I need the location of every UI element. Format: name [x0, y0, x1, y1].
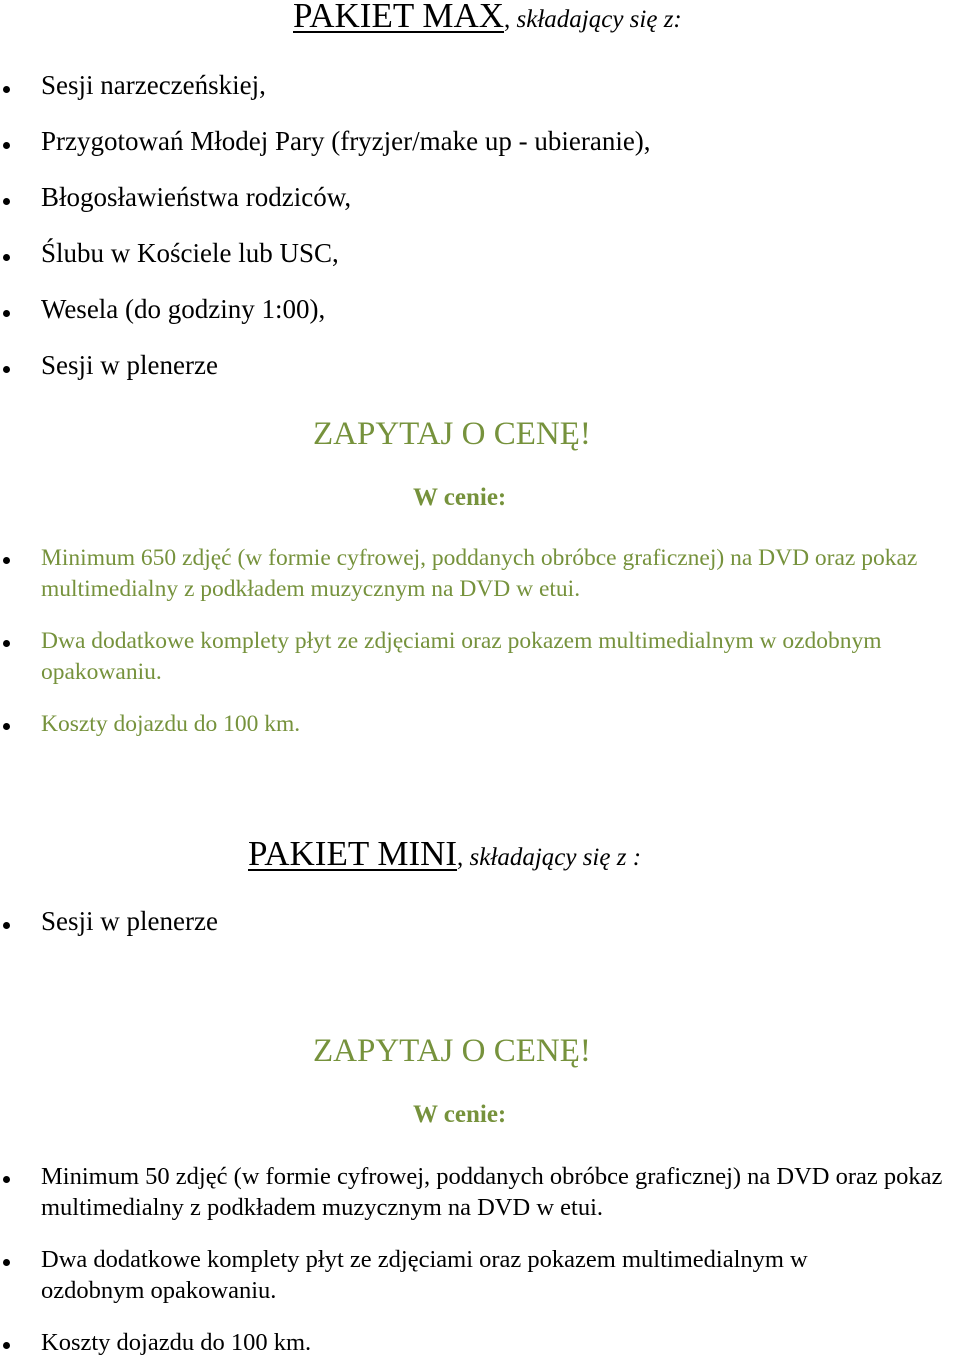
list-item [0, 182, 960, 214]
package-mini-name: PAKIET MINI [248, 834, 458, 873]
list-item-text: Minimum 650 zdjęć (w formie cyfrowej, poddanych obróbce graficznej) na DVD oraz pokaz multimedialny z podkładem muzycznym na DVD w etui. [41, 545, 918, 602]
list-item-text: Koszty dojazdu do 100 km. [41, 1329, 312, 1356]
list-item-text: Minimum 50 zdjęć (w formie cyfrowej, poddanych obróbce graficznej) na DVD oraz pokaz multimedialny z podkładem muzycznym na DVD w etui. [41, 1163, 943, 1221]
list-item [0, 294, 960, 326]
bullet-icon [3, 723, 10, 730]
list-item [0, 238, 960, 270]
bullet-icon [3, 310, 10, 317]
ask-price-callout: ZAPYTAJ O CENĘ! [313, 416, 591, 452]
package-max-name: PAKIET MAX [293, 0, 505, 35]
list-item-text: Sesji w plenerze [41, 906, 218, 936]
list-item-text: Dwa dodatkowe komplety płyt ze zdjęciami oraz pokazem multimedialnym w ozdobnym opakowaniu. [41, 1246, 808, 1304]
list-item [0, 70, 960, 102]
bullet-icon [3, 557, 10, 564]
heading-comma: , [504, 6, 511, 33]
bullet-icon [3, 640, 10, 647]
bullet-icon [3, 142, 10, 149]
list-item [0, 350, 960, 382]
list-item-text: Błogosławieństwa rodziców, [41, 182, 352, 212]
list-item-text: Ślubu w Kościele lub USC, [41, 238, 339, 268]
price-includes-label: W cenie: [413, 1101, 507, 1128]
package-mini-heading [248, 834, 641, 874]
package-mini-subtitle: składający się z : [463, 844, 642, 871]
bullet-icon [3, 1259, 10, 1266]
list-item-text: Wesela (do godziny 1:00), [41, 294, 326, 324]
bullet-icon [3, 198, 10, 205]
bullet-icon [3, 86, 10, 93]
bullet-icon [3, 1176, 10, 1183]
ask-price-callout: ZAPYTAJ O CENĘ! [313, 1033, 591, 1069]
bullet-icon [3, 366, 10, 373]
list-item-text: Sesji w plenerze [41, 350, 218, 380]
package-max-heading [293, 0, 682, 36]
list-item-text: Sesji narzeczeńskiej, [41, 70, 266, 100]
list-item-text: Dwa dodatkowe komplety płyt ze zdjęciami oraz pokazem multimedialnym w ozdobnym opakowaniu. [41, 628, 882, 685]
list-item-text: Przygotowań Młodej Pary (fryzjer/make up - ubieranie), [41, 126, 651, 156]
bullet-icon [3, 922, 10, 929]
package-max-subtitle: składający się z: [510, 6, 682, 33]
price-includes-label: W cenie: [413, 484, 507, 511]
bullet-icon [3, 254, 10, 261]
heading-comma: , [457, 844, 464, 871]
list-item [0, 906, 960, 938]
list-item-text: Koszty dojazdu do 100 km. [41, 711, 301, 737]
bullet-icon [3, 1342, 10, 1349]
list-item [0, 126, 960, 158]
